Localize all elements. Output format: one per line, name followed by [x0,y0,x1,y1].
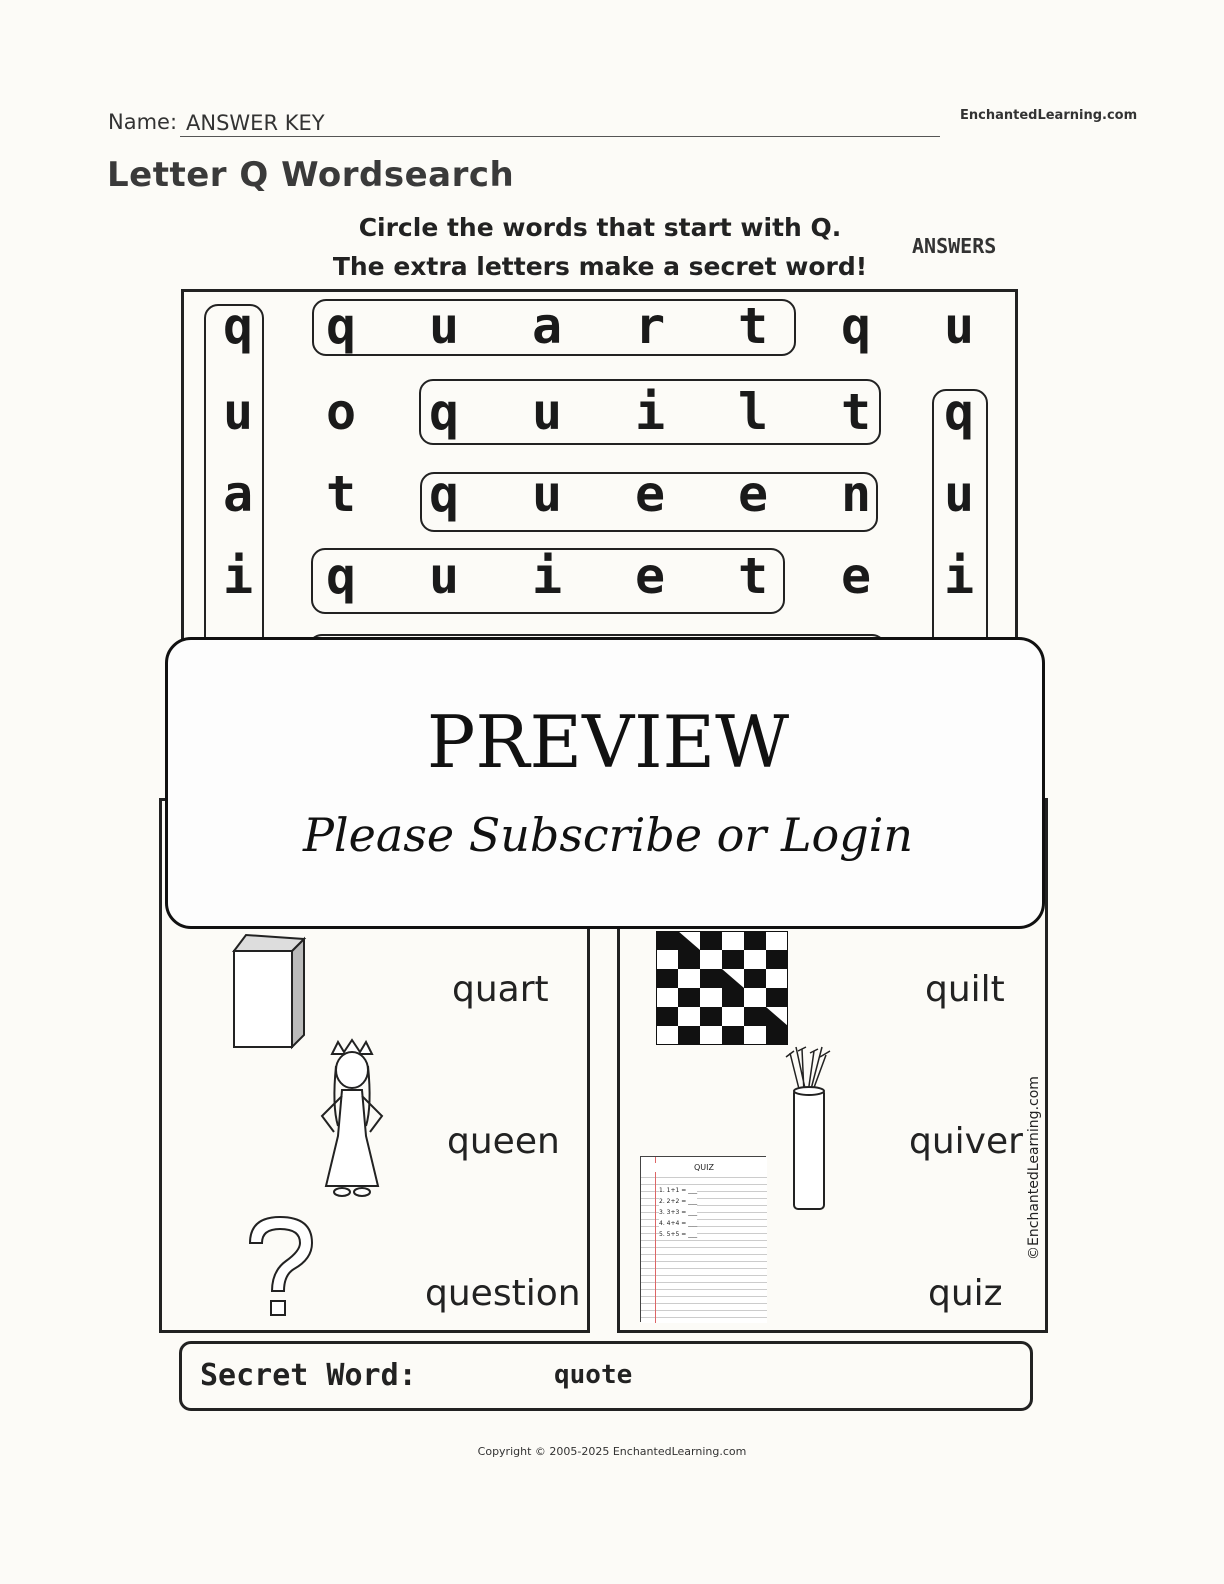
quiz-sheet-title: QUIZ [641,1163,767,1172]
word-question: question [425,1273,581,1314]
quiz-sheet-icon [640,1156,766,1322]
secret-word-value: quote [554,1360,633,1390]
grid-letter: q [325,297,357,355]
queen-icon [312,1036,392,1206]
name-label: Name: [108,110,178,134]
copyright: Copyright © 2005-2025 EnchantedLearning.com [477,1445,747,1458]
grid-letter: r [634,297,666,355]
grid-letter: u [531,383,563,441]
grid-letter: l [737,383,769,441]
quiz-sheet-margin [655,1157,656,1323]
grid-letter: a [531,297,563,355]
quiz-line: 2. 2+2 = ___ [659,1198,698,1205]
grid-letter: q [325,547,357,605]
quiz-line: 5. 5+5 = ___ [659,1231,698,1238]
grid-letter: e [634,465,666,523]
name-field[interactable]: ANSWER KEY [180,111,940,137]
preview-title: PREVIEW [426,700,790,784]
grid-letter: t [737,297,769,355]
grid-letter: u [943,297,975,355]
grid-letter: t [737,547,769,605]
grid-letter: i [222,547,254,605]
grid-letter: q [428,465,460,523]
secret-word-label: Secret Word: [200,1358,417,1393]
grid-letter: o [325,383,357,441]
word-quart: quart [452,969,549,1010]
page-title: Letter Q Wordsearch [107,155,515,195]
quiz-line: 3. 3+3 = ___ [659,1209,698,1216]
grid-letter: q [222,297,254,355]
quiver-icon [780,1045,840,1215]
grid-letter: e [737,465,769,523]
grid-letter: u [428,297,460,355]
word-quiz: quiz [928,1273,1003,1314]
grid-letter: t [325,465,357,523]
grid-letter: q [428,383,460,441]
grid-letter: u [531,465,563,523]
word-queen: queen [447,1121,560,1162]
word-quilt: quilt [925,969,1005,1010]
subscribe-login-link[interactable]: Please Subscribe or Login [302,808,914,862]
grid-letter: e [634,547,666,605]
grid-letter: u [428,547,460,605]
vertical-credit: ©EnchantedLearning.com [1026,1076,1042,1260]
site-logo-text[interactable]: EnchantedLearning.com [960,108,1138,123]
preview-overlay[interactable] [165,637,1045,929]
quiz-line: 1. 1+1 = ___ [659,1187,698,1194]
grid-letter: i [943,547,975,605]
grid-letter: i [634,383,666,441]
grid-letter: a [222,465,254,523]
instruction-line-1: Circle the words that start with Q. [358,213,842,242]
grid-letter: i [531,547,563,605]
grid-letter: u [222,383,254,441]
grid-letter: t [840,383,872,441]
secret-word-box [179,1341,1033,1411]
quilt-icon [656,931,788,1045]
quiz-line: 4. 4+4 = ___ [659,1220,698,1227]
instruction-line-2: The extra letters make a secret word! [332,252,868,281]
question-mark-icon [242,1213,318,1323]
word-quiver: quiver [909,1121,1023,1162]
grid-letter: u [943,465,975,523]
quiz-sheet-questions [659,1185,697,1240]
quart-carton-icon [228,929,308,1051]
grid-letter: q [840,297,872,355]
quiz-sheet-lines [641,1157,767,1323]
grid-letter: n [840,465,872,523]
answers-label: ANSWERS [912,234,997,258]
grid-letter: e [840,547,872,605]
grid-letter: q [943,383,975,441]
